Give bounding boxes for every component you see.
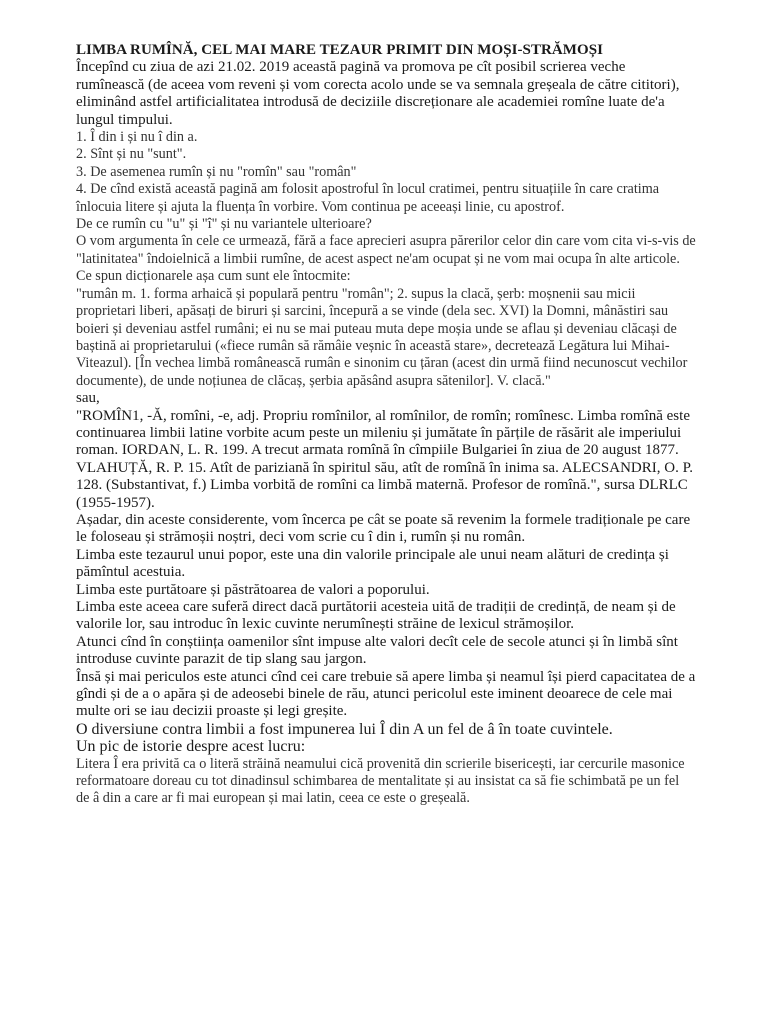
document-page (76, 42, 696, 808)
paragraph-sau: sau, (76, 390, 100, 407)
dictionary-quote-romin: "ROMÎN1, -Ă, romîni, -e, adj. Propriu romînilor, al romînilor, de romîn; romînesc. Limba romînă este continuarea limbii latine vorbite acum peste un mileniu și jumătate în părțile de răsărit ale imperiului roman. IORDAN, L. R. 199. A trecut armata romînă în cîmpiile Bulgariei în ziua de 20 august 1877. VLAHUȚĂ, R. P. 15. Atît de parizіană în spiritul său, atît de romînă în inima sa. ALECSANDRI, O. P. 128. (Substantivat, f.) Limba vorbită de romîni ca limbă maternă. Profesor de romînă.", sursa DLRLC (1955-1957). (76, 407, 694, 511)
question-paragraph: De ce rumîn cu "u" și "î" și nu variantele ulterioare? (76, 216, 372, 233)
document-title: LIMBA RUMÎNĂ, CEL MAI MARE TEZAUR PRIMIT DIN MOȘI-STRĂMOȘI (76, 42, 603, 58)
rule-item-4: 4. De cînd există această pagină am folosit apostroful în locul cratimei, pentru situațiile în care cratima înlocuia litere și ajuta la fluența în vorbire. Vom continua pe aceeași linie, cu apostrof. (76, 181, 660, 215)
argument-paragraph: O vom argumenta în cele ce urmează, fără a face aprecieri asupra părerilor celor din care vom cita vi-s-vis de "latinitatea" îndoielnică a limbii rumîne, de acest aspect ne'am ocupat și ne vom mai ocupa în alte articole. (76, 233, 696, 267)
rule-item-3: 3. De asemenea rumîn și nu "romîn" sau "român" (76, 163, 357, 180)
paragraph-tezaur: Limba este tezaurul unui popor, este una din valorile principale ale unui neam alături de credința și pămîntul acestuia. (76, 546, 669, 581)
paragraph-diversiune: O diversiune contra limbii a fost impunerea lui Î din A un fel de â în toate cuvintele. (76, 720, 613, 738)
rule-item-1: 1. Î din i și nu î din a. (76, 129, 198, 146)
paragraph-atunci: Atunci cînd în conștiința oamenilor sînt impuse alte valori decît cele de secole atunci și în limbă sînt introduse cuvinte parazit de tip slang sau jargon. (76, 633, 678, 668)
paragraph-purtatoare: Limba este purtătoare și păstrătoarea de valori a poporului. (76, 581, 430, 598)
rule-item-2: 2. Sînt și nu "sunt". (76, 146, 187, 163)
paragraph-periculos: Însă și mai periculos este atunci cînd cei care trebuie să apere limba și neamul își pierd capacitatea de a gîndi și de a o apăra și de adeosebi binele de rău, atunci pericolul este iminent deoarece de cele mai multe ori se iau decizii proaste și legi greșite. (76, 668, 696, 720)
paragraph-intro: Începînd cu ziua de azi 21.02. 2019 această pagină va promova pe cît posibil scrierea veche rumînească (de aceea vom reveni și vom corecta acolo unde se va semnala greșeala de către cititori), eliminând astfel artificialitatea introdusă de deciziile discreționare ale academiei romîne luate de'a lungul timpului. (76, 59, 680, 128)
dictionaries-intro: Ce spun dicționarele așa cum sunt ele întocmite: (76, 268, 351, 285)
dictionary-quote-ruman: "rumân m. 1. forma arhaică și populară pentru "român"; 2. supus la clacă, șerb: moșnenii sau micii proprietari liberi, apăsați de biruri și sarcini, începură a se vinde (dela sec. XVI) la Domni, mânăstiri sau boieri și deveniau astfel rumâni; ei nu se mai puteau muta depe moșia unde se aflau și deveniau clăcași de baștină ai proprietarului («fiece rumân să rămâie veșnic în această stare», decretează Legătura lui Mihai-Viteazul). [În vechea limbă românească rumân e sinonim cu țăran (acest din urmă fiind necunoscut vechilor documente), de unde noțiunea de clăcaș, șerbia apăsând asupra sătenilor]. V. clacă." (76, 285, 688, 389)
paragraph-istorie: Un pic de istorie despre acest lucru: (76, 738, 306, 756)
paragraph-asadar: Așadar, din aceste considerente, vom încerca pe cât se poate să revenim la formele tradiționale pe care le foloseau și strămoșii noștri, deci vom scrie cu î din i, rumîn și nu român. (76, 511, 691, 546)
paragraph-litera: Litera Î era privită ca o literă străină neamului cică provenită din scrierile bisericești, iar cercurile masonice reformatoare doreau cu tot dinadinsul schimbarea de mentalitate și au insistat ca să fie schimbată pe un fel de â din a care ar fi mai european și mai latin, ceea ce este o greșeală. (76, 755, 685, 807)
paragraph-sufera: Limba este aceea care suferă direct dacă purtătorii acesteia uită de tradiții de credință, de neam și de valorile lor, sau introduc în lexic cuvinte nerumînești străine de lexicul strămoșilor. (76, 599, 676, 633)
